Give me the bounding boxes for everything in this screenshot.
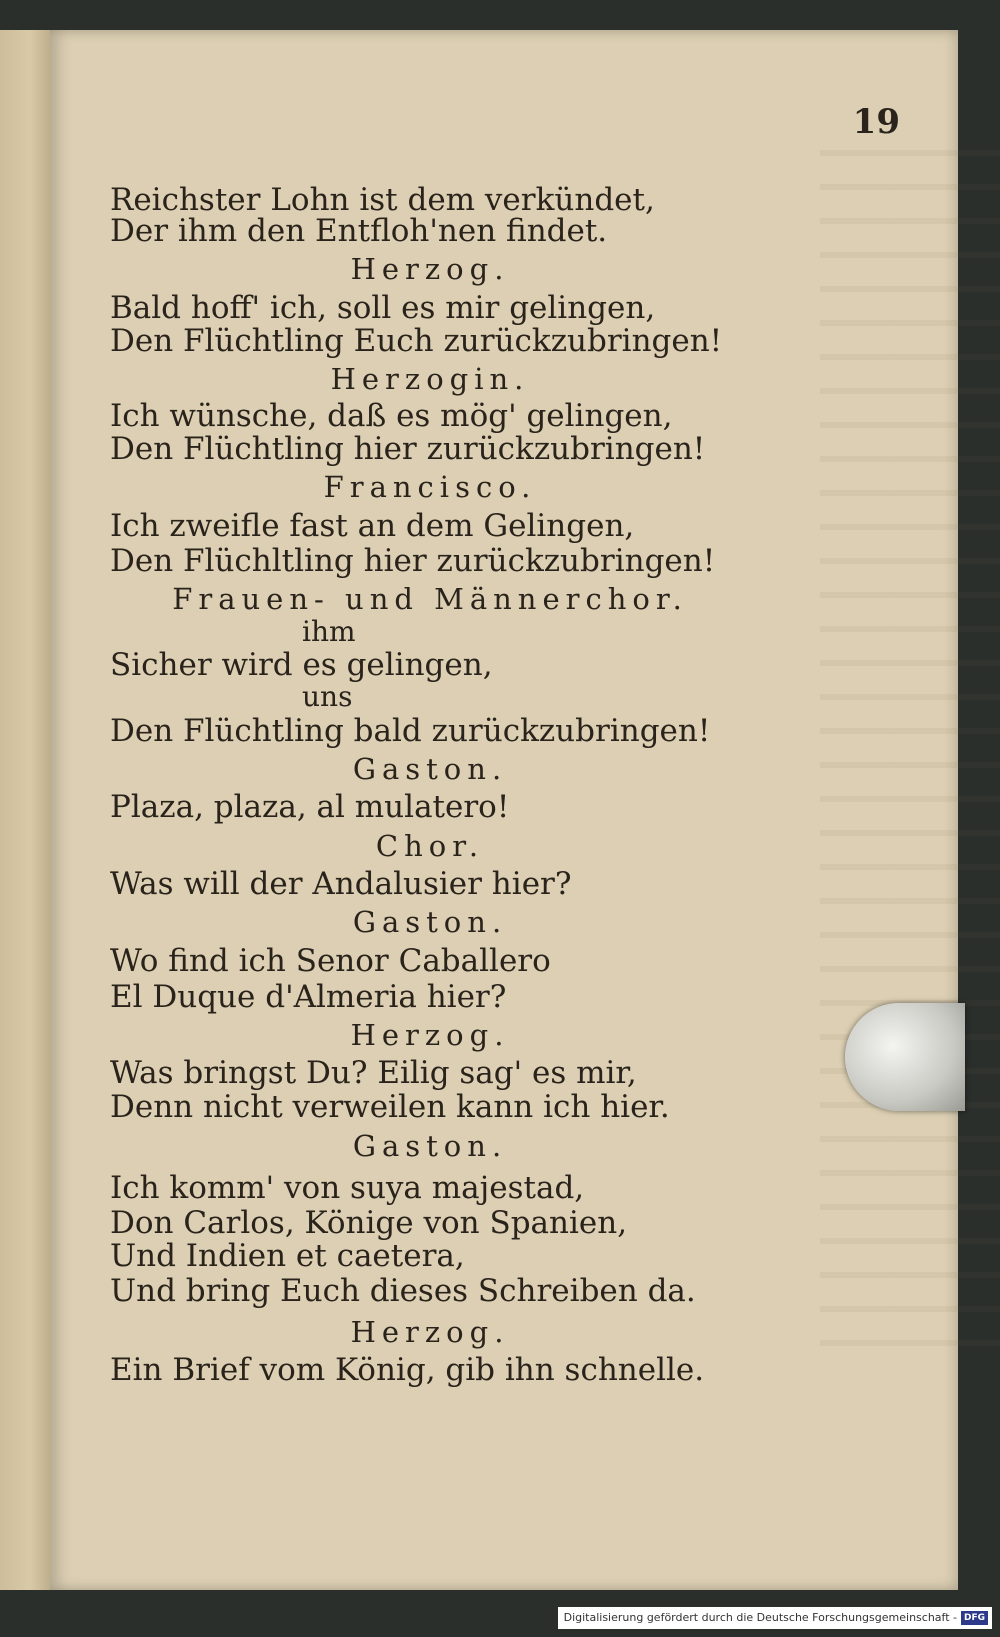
speaker-name: Chor. [375, 829, 485, 863]
verse-line: Den Flüchltling hier zurückzubringen! [110, 543, 716, 579]
verse-line: Sicher wird es gelingen, [110, 647, 493, 683]
verse-line: Ich wünsche, daß es mög' gelingen, [110, 398, 673, 434]
page-clip [845, 1003, 965, 1111]
verse-line: Denn nicht verweilen kann ich hier. [110, 1089, 670, 1125]
speaker-name: Frauen- und Männerchor. [172, 582, 688, 616]
verse-line: Was will der Andalusier hier? [110, 866, 572, 902]
verse-line: Ich komm' von suya majestad, [110, 1170, 585, 1206]
interlinear-word: uns [302, 680, 353, 713]
interlinear-word: ihm [302, 615, 356, 648]
speaker-name: Gaston. [352, 752, 508, 786]
verse-line: Ich zweifle fast an dem Gelingen, [110, 508, 635, 544]
verse-line: Wo find ich Senor Caballero [110, 943, 551, 979]
dfg-logo: DFG [961, 1611, 988, 1625]
speaker-name: Herzog. [350, 252, 510, 286]
verse-line: Und Indien et caetera, [110, 1238, 465, 1274]
verse-line: Den Flüchtling Euch zurückzubringen! [110, 323, 723, 359]
verse-line: Bald hoff' ich, soll es mir gelingen, [110, 290, 656, 326]
page-number: 19 [852, 102, 900, 142]
speaker-name: Herzog. [350, 1315, 510, 1349]
speaker-name: Herzog. [350, 1018, 510, 1052]
verse-line: Den Flüchtling bald zurückzubringen! [110, 713, 711, 749]
verse-line: Den Flüchtling hier zurückzubringen! [110, 431, 706, 467]
speaker-name: Gaston. [352, 1129, 508, 1163]
speaker-name: Herzogin. [330, 362, 530, 396]
footer-credit-text: Digitalisierung gefördert durch die Deutsche Forschungsgemeinschaft - [563, 1611, 957, 1624]
speaker-name: Gaston. [352, 905, 508, 939]
bleed-through-text [820, 150, 1000, 1350]
verse-line: Plaza, plaza, al mulatero! [110, 789, 510, 825]
verse-line: Reichster Lohn ist dem verkündet, [110, 182, 655, 218]
verse-line: Was bringst Du? Eilig sag' es mir, [110, 1055, 637, 1091]
verse-line: Ein Brief vom König, gib ihn schnelle. [110, 1352, 705, 1388]
speaker-name: Francisco. [323, 470, 537, 504]
facing-page-edge [0, 30, 50, 1590]
verse-line: Und bring Euch dieses Schreiben da. [110, 1273, 696, 1309]
verse-line: El Duque d'Almeria hier? [110, 979, 507, 1015]
footer-credit-bar [558, 1607, 992, 1629]
verse-line: Don Carlos, Könige von Spanien, [110, 1205, 628, 1241]
verse-line: Der ihm den Entfloh'nen findet. [110, 213, 608, 249]
